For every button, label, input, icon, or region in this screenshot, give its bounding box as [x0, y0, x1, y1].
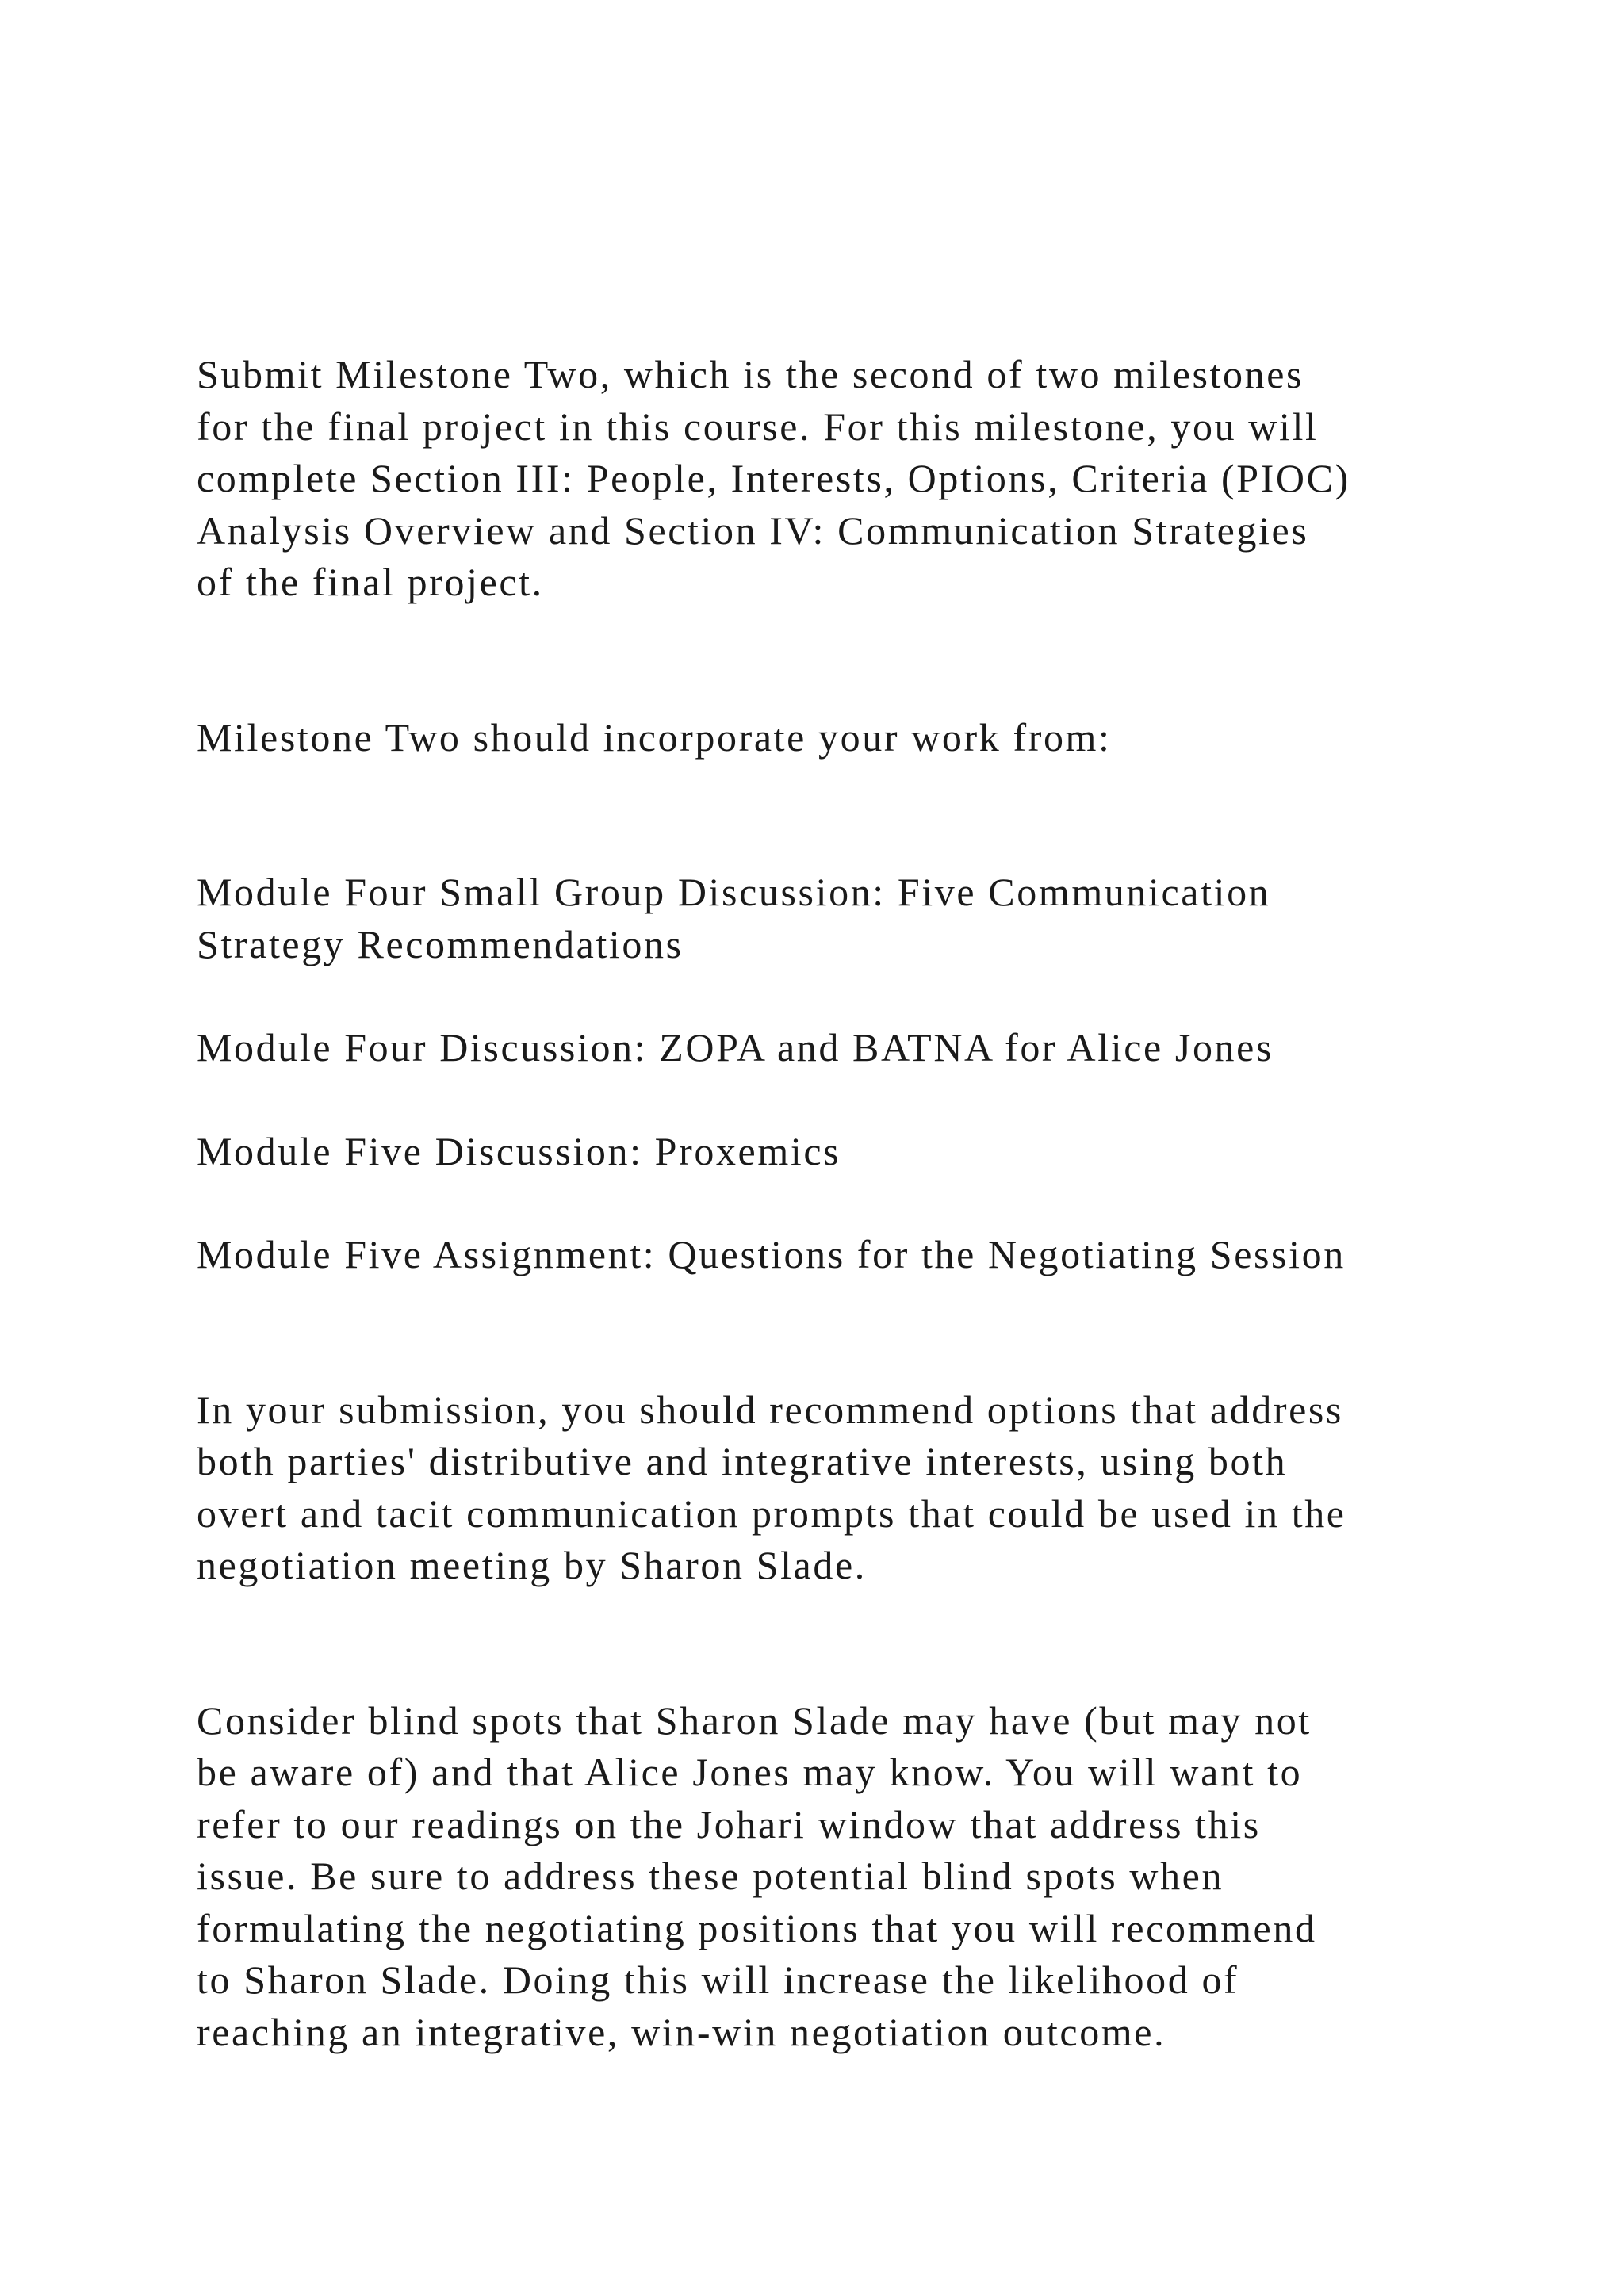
- work-item-line: Module Four Discussion: ZOPA and BATNA for Alice Jones: [197, 1025, 1274, 1070]
- blind-spots-line: reaching an integrative, win-win negotiation outcome.: [197, 2009, 1166, 2054]
- blind-spots-line: issue. Be sure to address these potential blind spots when: [197, 1854, 1224, 1898]
- work-item-line: Strategy Recommendations: [197, 921, 684, 966]
- work-item: [197, 1126, 1545, 1178]
- intro-paragraph: [197, 349, 1545, 609]
- blind-spots-line: refer to our readings on the Johari window that address this: [197, 1801, 1261, 1846]
- intro-line: of the final project.: [197, 560, 544, 604]
- submission-line: both parties' distributive and integrative interests, using both: [197, 1439, 1288, 1483]
- work-item: [197, 867, 1545, 970]
- intro-line: for the final project in this course. For this milestone, you will: [197, 404, 1319, 449]
- blind-spots-line: formulating the negotiating positions that you will recommend: [197, 1905, 1317, 1950]
- intro-line: Analysis Overview and Section IV: Communication Strategies: [197, 507, 1309, 553]
- incorporate-paragraph: [197, 712, 1545, 764]
- submission-paragraph: [197, 1384, 1545, 1592]
- work-item: [197, 1229, 1545, 1281]
- submission-line: overt and tacit communication prompts that could be used in the: [197, 1490, 1346, 1536]
- work-item: [197, 1022, 1545, 1074]
- blind-spots-line: to Sharon Slade. Doing this will increase the likelihood of: [197, 1957, 1239, 2002]
- submission-line: In your submission, you should recommend options that address: [197, 1387, 1343, 1432]
- blind-spots-line: Consider blind spots that Sharon Slade may have (but may not: [197, 1697, 1312, 1743]
- blind-spots-paragraph: [197, 1695, 1545, 2059]
- document-body: [197, 349, 1545, 2058]
- incorporate-line: Milestone Two should incorporate your work from:: [197, 714, 1112, 760]
- work-item-line: Module Four Small Group Discussion: Five Communication: [197, 870, 1271, 914]
- intro-line: complete Section III: People, Interests, Options, Criteria (PIOC): [197, 456, 1350, 500]
- work-item-line: Module Five Discussion: Proxemics: [197, 1128, 841, 1173]
- work-item-line: Module Five Assignment: Questions for the Negotiating Session: [197, 1232, 1346, 1276]
- intro-line: Submit Milestone Two, which is the second of two milestones: [197, 352, 1304, 396]
- blind-spots-line: be aware of) and that Alice Jones may know. You will want to: [197, 1750, 1303, 1794]
- submission-line: negotiation meeting by Sharon Slade.: [197, 1543, 867, 1587]
